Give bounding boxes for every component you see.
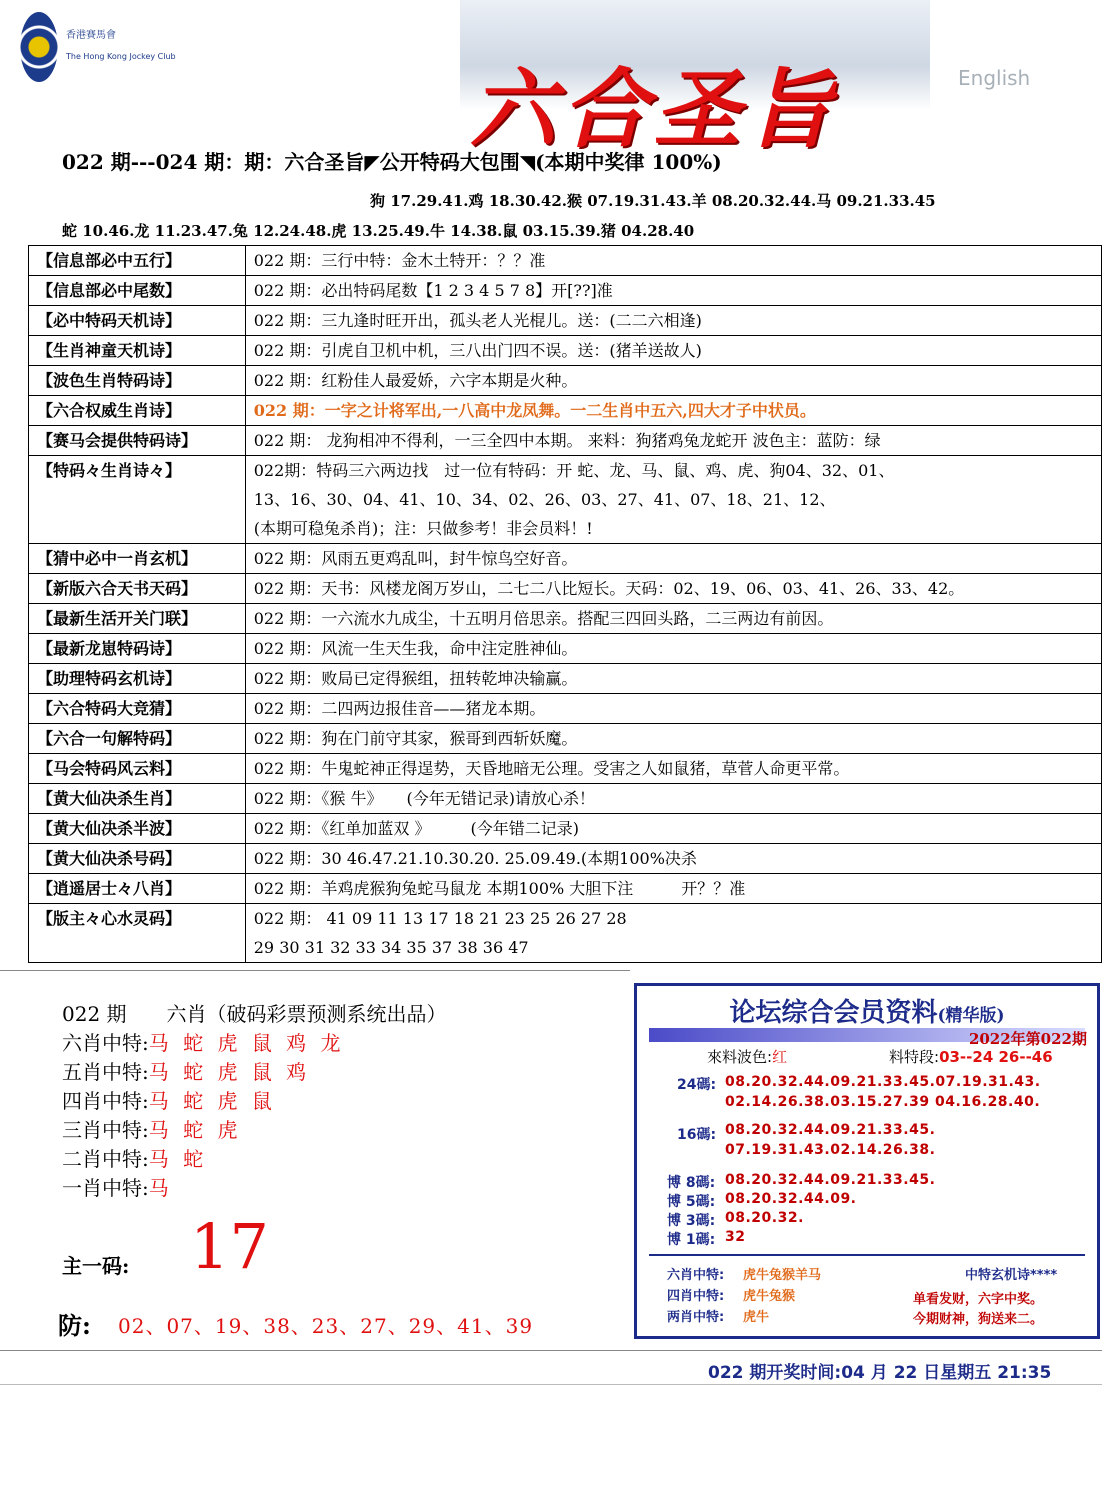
poem-line-1: 单看发财，六字中奖。	[913, 1292, 1044, 1307]
six-zodiac-title: 022 期 六肖（破码彩票预测系统出品）	[62, 1002, 447, 1026]
row-label: 【逍遥居士々八肖】	[29, 874, 246, 904]
row-content: 022 期：牛鬼蛇神正得逞势，天昏地暗无公理。受害之人如鼠猪，草菅人命更平常。	[245, 754, 1101, 784]
forum-two-label: 两肖中特:	[667, 1310, 725, 1325]
table-row	[29, 336, 1102, 366]
row-label: 【黄大仙决杀生肖】	[29, 784, 246, 814]
table-row	[29, 724, 1102, 754]
row-label: 【版主々心水灵码】	[29, 904, 246, 963]
forum-segment	[889, 1046, 1053, 1067]
row-label: 【六合权威生肖诗】	[29, 396, 246, 426]
table-row	[29, 604, 1102, 634]
logo-text-cn: 香港賽馬會	[66, 30, 116, 41]
zodiac-numbers-line-1: 狗 17.29.41.鸡 18.30.42.猴 07.19.31.43.羊 08.20.32.44.马 09.21.33.45	[370, 192, 936, 210]
poem-line-2: 今期财神，狗送来二。	[913, 1312, 1044, 1327]
row-content: 022 期：红粉佳人最爱娇，六字本期是火种。	[245, 366, 1101, 396]
row-content: 022 期：风流一生天生我，命中注定胜神仙。	[245, 634, 1101, 664]
english-link[interactable]: English	[958, 66, 1031, 90]
row-label: 【黄大仙决杀号码】	[29, 844, 246, 874]
bo3-label: 博 3碼:	[667, 1213, 716, 1229]
zodiac-pick-line	[62, 1174, 622, 1203]
forum-title-sub: (精华版)	[937, 1006, 1005, 1026]
bo1-value: 32	[725, 1229, 746, 1245]
row-label: 【生肖神童天机诗】	[29, 336, 246, 366]
row-content: 022 期：败局已定得猴组，扭转乾坤决输赢。	[245, 664, 1101, 694]
table-row	[29, 276, 1102, 306]
table-row	[29, 544, 1102, 574]
code16-line-2: 07.19.31.43.02.14.26.38.	[725, 1142, 936, 1158]
row-content: 022 期：《猴 牛》 (今年无错记录)请放心杀！	[245, 784, 1101, 814]
zodiac-pick-line	[62, 1116, 622, 1145]
forum-six-value: 虎牛兔猴羊马	[743, 1268, 822, 1283]
table-row	[29, 426, 1102, 456]
defense-values: 02、07、19、38、23、27、29、41、39	[118, 1314, 534, 1338]
row-content: 022 期：羊鸡虎猴狗兔蛇马鼠龙 本期100% 大胆下注 开？？准	[245, 874, 1101, 904]
table-row	[29, 694, 1102, 724]
bo5-value: 08.20.32.44.09.	[725, 1191, 857, 1207]
bo8-value: 08.20.32.44.09.21.33.45.	[725, 1172, 936, 1188]
code16-line-1: 08.20.32.44.09.21.33.45.	[725, 1122, 936, 1138]
row-content-line: 13、16、30、04、41、10、34、02、26、03、27、41、07、18、21、12、	[253, 490, 836, 509]
forum-title	[637, 992, 1097, 1029]
forum-two-value: 虎牛	[743, 1310, 770, 1325]
code16-label: 16碼:	[677, 1127, 717, 1143]
row-label: 【猜中必中一肖玄机】	[29, 544, 246, 574]
zodiac-pick-label: 四肖中特:	[62, 1089, 149, 1113]
table-row	[29, 396, 1102, 426]
row-label: 【信息部必中五行】	[29, 246, 246, 276]
zodiac-pick-value: 马 蛇	[148, 1147, 208, 1171]
divider	[0, 1384, 1102, 1385]
zodiac-pick-value: 马 蛇 虎 鼠 鸡 龙	[148, 1031, 345, 1055]
zodiac-pick-line	[62, 1087, 622, 1116]
row-label: 【特码々生肖诗々】	[29, 456, 246, 544]
forum-member-box	[634, 983, 1100, 1339]
jockey-club-logo	[20, 12, 58, 82]
wave-label: 來料波色:	[707, 1048, 773, 1066]
table-row	[29, 814, 1102, 844]
row-content: 022 期：三九逢时旺开出，孤头老人光棍儿。送：(二二六相逢)	[245, 306, 1101, 336]
table-row	[29, 754, 1102, 784]
bo3-value: 08.20.32.	[725, 1210, 804, 1226]
code24-line-1: 08.20.32.44.09.21.33.45.07.19.31.43.	[725, 1074, 1041, 1090]
draw-time: 022 期开奖时间:04 月 22 日星期五 21:35	[708, 1363, 1052, 1383]
row-content: 022 期：必出特码尾数【1 2 3 4 5 7 8】开[??]准	[245, 276, 1101, 306]
row-content: 022 期：天书：风楼龙阁万岁山，二七二八比短长。天码：02、19、06、03、41、26、33、42。	[245, 574, 1101, 604]
bo1-label: 博 1碼:	[667, 1232, 716, 1248]
row-label: 【助理特码玄机诗】	[29, 664, 246, 694]
row-content-line: 022期：特码三六两边找 过一位有特码：开 蛇、龙、马、鼠、鸡、虎、狗04、32、01、	[253, 461, 895, 480]
forum-issue: 2022年第022期	[968, 1030, 1087, 1048]
zodiac-numbers-line-2: 蛇 10.46.龙 11.23.47.兔 12.24.48.虎 13.25.49.牛 14.38.鼠 03.15.39.猪 04.28.40	[62, 222, 695, 240]
row-label: 【信息部必中尾数】	[29, 276, 246, 306]
row-content: 022 期： 龙狗相冲不得利，一三全四中本期。 来料：狗猪鸡兔龙蛇开 波色主：蓝防：绿	[245, 426, 1101, 456]
forum-title-text: 论坛综合会员资料	[729, 998, 938, 1028]
row-content: 022 期：风雨五更鸡乱叫，封牛惊鸟空好音。	[245, 544, 1101, 574]
main-code-label: 主一码:	[62, 1254, 130, 1278]
zodiac-pick-value: 马 蛇 虎 鼠	[148, 1089, 276, 1113]
row-content: 022 期：狗在门前守其家，猴哥到西斩妖魔。	[245, 724, 1101, 754]
row-content: 022 期：一六流水九成尘，十五明月倍思亲。搭配三四回头路，二三两边有前因。	[245, 604, 1101, 634]
poem-title: 中特玄机诗****	[965, 1268, 1058, 1283]
zodiac-pick-label: 一肖中特:	[62, 1176, 149, 1200]
row-label: 【六合一句解特码】	[29, 724, 246, 754]
code24-line-2: 02.14.26.38.03.15.27.39 04.16.28.40.	[725, 1094, 1041, 1110]
forum-four-value: 虎牛兔猴	[743, 1289, 796, 1304]
logo-text-en: The Hong Kong Jockey Club	[66, 52, 176, 61]
zodiac-pick-label: 三肖中特:	[62, 1118, 149, 1142]
row-label: 【必中特码天机诗】	[29, 306, 246, 336]
main-code-value: 17	[190, 1210, 269, 1283]
row-content: 022 期：三行中特：金木土特开：？？准	[245, 246, 1101, 276]
zodiac-pick-line	[62, 1145, 622, 1174]
bo5-label: 博 5碼:	[667, 1194, 716, 1210]
zodiac-pick-value: 马	[148, 1176, 173, 1200]
zodiac-pick-line	[62, 1029, 622, 1058]
table-row	[29, 844, 1102, 874]
zodiac-pick-line	[62, 1058, 622, 1087]
row-label: 【马会特码风云料】	[29, 754, 246, 784]
table-row	[29, 664, 1102, 694]
divider	[0, 1350, 1102, 1351]
forum-wave	[707, 1046, 787, 1067]
forum-six-label: 六肖中特:	[667, 1268, 725, 1283]
row-label: 【最新龙崽特码诗】	[29, 634, 246, 664]
zodiac-pick-value: 马 蛇 虎 鼠 鸡	[148, 1060, 311, 1084]
page-title: 六合圣旨	[470, 59, 838, 160]
segment-label: 料特段:	[889, 1048, 940, 1066]
divider	[0, 970, 630, 971]
bo8-label: 博 8碼:	[667, 1175, 716, 1191]
six-zodiac-section	[62, 1000, 622, 1203]
prediction-table	[28, 245, 1102, 963]
row-content: 022 期：《红单加蓝双 》 (今年错二记录)	[245, 814, 1101, 844]
row-content	[245, 456, 1101, 544]
code24-label: 24碼:	[677, 1077, 717, 1093]
forum-divider	[649, 1254, 1085, 1256]
zodiac-pick-label: 六肖中特:	[62, 1031, 149, 1055]
zodiac-pick-value: 马 蛇 虎	[148, 1118, 242, 1142]
table-row	[29, 874, 1102, 904]
row-content-line: 29 30 31 32 33 34 35 37 38 36 47	[253, 938, 529, 957]
forum-four-label: 四肖中特:	[667, 1289, 725, 1304]
row-content-line: 022 期： 41 09 11 13 17 18 21 23 25 26 27 28	[253, 909, 627, 928]
row-content: 022 期：一字之计将军出,一八高中龙凤舞。一二生肖中五六,四大才子中状员。	[245, 396, 1101, 426]
table-row	[29, 246, 1102, 276]
row-label: 【新版六合天书天码】	[29, 574, 246, 604]
table-row	[29, 366, 1102, 396]
issue-heading: 022 期---024 期：期：六合圣旨◤公开特码大包围◥(本期中奖律 100%)	[62, 150, 722, 174]
row-content: 022 期：二四两边报佳音——猪龙本期。	[245, 694, 1101, 724]
segment-value: 03--24 26--46	[939, 1048, 1053, 1066]
table-row	[29, 456, 1102, 544]
table-row	[29, 306, 1102, 336]
table-row	[29, 574, 1102, 604]
row-content: 022 期：30 46.47.21.10.30.20. 25.09.49.(本期100%决杀	[245, 844, 1101, 874]
defense-label: 防:	[58, 1311, 91, 1340]
table-row	[29, 784, 1102, 814]
row-label: 【六合特码大竞猜】	[29, 694, 246, 724]
table-row	[29, 634, 1102, 664]
row-label: 【赛马会提供特码诗】	[29, 426, 246, 456]
row-content-line: (本期可稳兔杀肖)；注：只做参考！非会员料！!	[253, 519, 593, 538]
row-label: 【黄大仙决杀半波】	[29, 814, 246, 844]
row-content	[245, 904, 1101, 963]
zodiac-pick-label: 五肖中特:	[62, 1060, 149, 1084]
table-row	[29, 904, 1102, 963]
wave-value: 红	[772, 1048, 788, 1066]
zodiac-pick-label: 二肖中特:	[62, 1147, 149, 1171]
row-label: 【最新生活开关门联】	[29, 604, 246, 634]
row-content: 022 期：引虎自卫机中机，三八出门四不误。送：(猪羊送故人)	[245, 336, 1101, 366]
row-label: 【波色生肖特码诗】	[29, 366, 246, 396]
